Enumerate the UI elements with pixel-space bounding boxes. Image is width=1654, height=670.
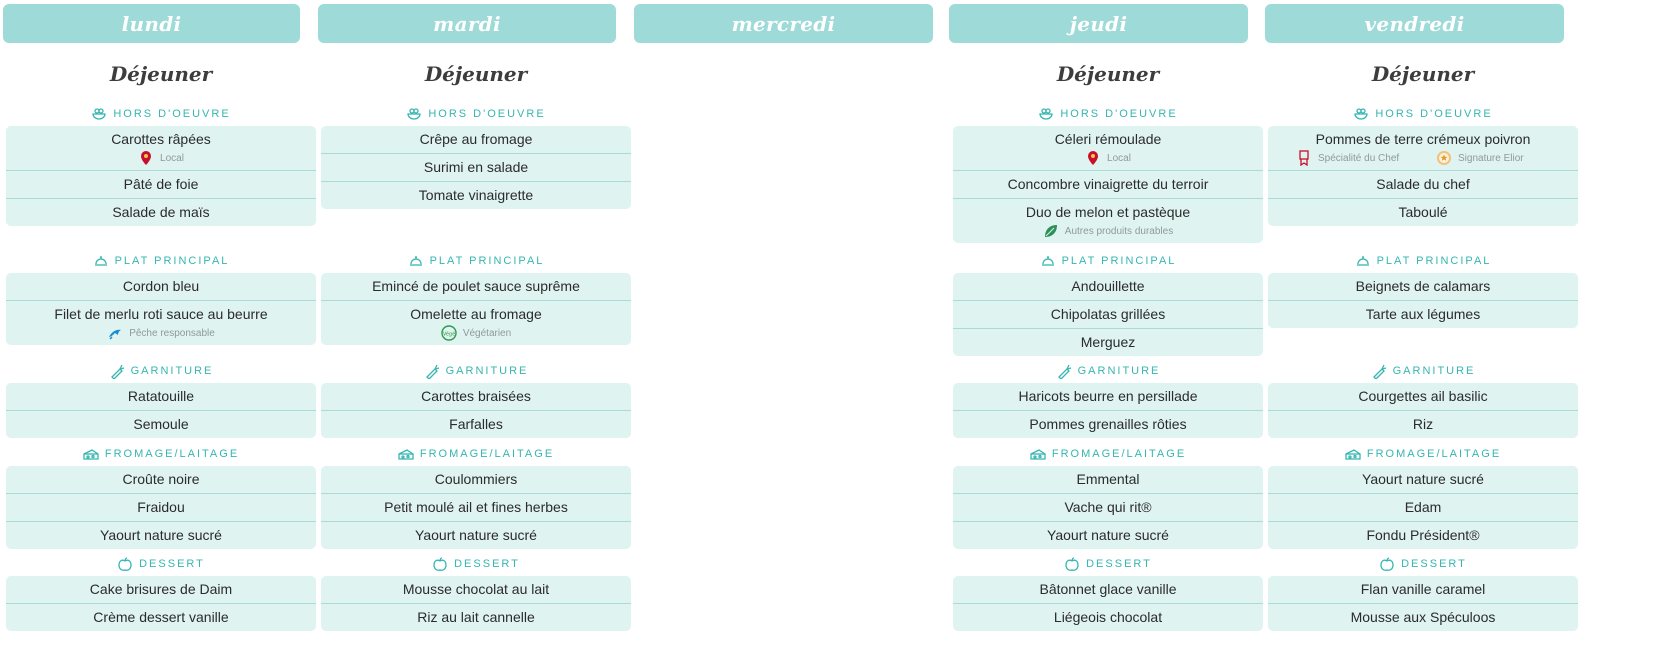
dish-item[interactable]: Farfalles (449, 416, 503, 432)
dish-list-plat (1268, 273, 1578, 328)
dish-item[interactable]: Pommes de terre crémeux poivron (1315, 131, 1531, 147)
dish-list-garniture (1268, 383, 1578, 438)
apple-icon (117, 556, 133, 572)
dish-item[interactable]: Fraidou (137, 499, 185, 515)
meal-title: Déjeuner (1056, 62, 1160, 86)
dish-item[interactable]: Pâté de foie (123, 176, 199, 192)
day-header-mercredi: mercredi (634, 4, 933, 43)
category-label: GARNITURE (1077, 365, 1161, 377)
row-divider (953, 410, 1263, 411)
category-hors-oeuvre (321, 105, 631, 123)
dish-item[interactable]: Crêpe au fromage (419, 131, 533, 147)
dish-list-dessert (953, 576, 1263, 631)
chef-ribbon-icon (1296, 150, 1312, 166)
dish-list-dessert (1268, 576, 1578, 631)
label-text: Pêche responsable (129, 327, 215, 339)
row-divider (6, 170, 316, 171)
leaf-icon (1043, 223, 1059, 239)
dish-item[interactable]: Omelette au fromage (410, 306, 542, 322)
dish-list-fromage (321, 466, 631, 549)
dish-list-plat (953, 273, 1263, 356)
salad-bowl-icon (1353, 106, 1369, 122)
dish-list-dessert (321, 576, 631, 631)
dish-item[interactable]: Tomate vinaigrette (418, 187, 534, 203)
row-divider (6, 300, 316, 301)
row-divider (6, 603, 316, 604)
dish-item[interactable]: Céleri rémoulade (1054, 131, 1162, 147)
dish-list-garniture (953, 383, 1263, 438)
category-label: HORS D'OEUVRE (1375, 108, 1493, 120)
category-dessert (953, 555, 1263, 573)
category-dessert (6, 555, 316, 573)
dish-list-plat (6, 273, 316, 345)
label-text: Local (160, 152, 184, 164)
dish-item[interactable]: Carottes râpées (111, 131, 211, 147)
label-text: Signature Elior (1458, 152, 1524, 164)
meal-title: Déjeuner (424, 62, 528, 86)
row-divider (1268, 410, 1578, 411)
dish-item[interactable]: Salade du chef (1376, 176, 1470, 192)
dish-item[interactable]: Yaourt nature sucré (100, 527, 222, 543)
row-divider (6, 493, 316, 494)
row-divider (953, 603, 1263, 604)
map-pin-icon (1085, 150, 1101, 166)
category-garniture (1268, 362, 1578, 380)
dish-item[interactable]: Surimi en salade (423, 159, 529, 175)
cloche-icon (1355, 253, 1371, 269)
row-divider (953, 300, 1263, 301)
label-chef (1296, 150, 1399, 166)
dish-item[interactable]: Taboulé (1398, 204, 1448, 220)
dish-item[interactable]: Concombre vinaigrette du terroir (1007, 176, 1209, 192)
category-fromage (321, 445, 631, 463)
dish-item[interactable]: Haricots beurre en persillade (1018, 388, 1198, 404)
dish-list-fromage (6, 466, 316, 549)
category-fromage (1268, 445, 1578, 463)
row-divider (321, 521, 631, 522)
category-label: PLAT PRINCIPAL (429, 255, 545, 267)
row-divider (953, 493, 1263, 494)
label-peche (6, 325, 316, 341)
dish-item[interactable]: Courgettes ail basilic (1358, 388, 1488, 404)
category-hors-oeuvre (953, 105, 1263, 123)
category-plat (6, 252, 316, 270)
dish-list-hors-oeuvre (1268, 126, 1578, 226)
category-label: HORS D'OEUVRE (428, 108, 546, 120)
dish-item[interactable]: Emmental (1076, 471, 1140, 487)
salad-bowl-icon (91, 106, 107, 122)
label-vegetarien (321, 325, 631, 341)
apple-icon (1379, 556, 1395, 572)
dish-item[interactable]: Cordon bleu (122, 278, 200, 294)
category-label: DESSERT (1086, 558, 1152, 570)
fish-icon (107, 325, 123, 341)
carrot-icon (109, 363, 125, 379)
dish-list-hors-oeuvre (321, 126, 631, 209)
dish-item[interactable]: Crème dessert vanille (93, 609, 229, 625)
carrot-icon (1371, 363, 1387, 379)
dish-item[interactable]: Fondu Président® (1366, 527, 1480, 543)
dish-list-plat (321, 273, 631, 345)
dish-item[interactable]: Ratatouille (127, 388, 195, 404)
apple-icon (1064, 556, 1080, 572)
salad-bowl-icon (1038, 106, 1054, 122)
label-local (6, 150, 316, 166)
row-divider (1268, 198, 1578, 199)
row-divider (1268, 521, 1578, 522)
category-label: FROMAGE/LAITAGE (1051, 448, 1187, 460)
row-divider (321, 410, 631, 411)
dish-item[interactable]: Pommes grenailles rôties (1029, 416, 1187, 432)
cloche-icon (408, 253, 424, 269)
dish-item[interactable]: Vache qui rit® (1064, 499, 1152, 515)
label-text: Spécialité du Chef (1318, 152, 1400, 164)
category-label: GARNITURE (445, 365, 529, 377)
cloche-icon (1040, 253, 1056, 269)
row-divider (6, 410, 316, 411)
dish-item[interactable]: Croûte noire (122, 471, 200, 487)
category-label: FROMAGE/LAITAGE (104, 448, 240, 460)
row-divider (1268, 603, 1578, 604)
label-local (953, 150, 1263, 166)
category-label: FROMAGE/LAITAGE (419, 448, 555, 460)
day-header-vendredi: vendredi (1265, 4, 1564, 43)
dish-item[interactable]: Cake brisures de Daim (89, 581, 233, 597)
dish-list-garniture (321, 383, 631, 438)
category-label: DESSERT (454, 558, 520, 570)
category-label: PLAT PRINCIPAL (114, 255, 230, 267)
dish-item[interactable]: Yaourt nature sucré (1362, 471, 1484, 487)
category-fromage (953, 445, 1263, 463)
cloche-icon (93, 253, 109, 269)
carrot-icon (1056, 363, 1072, 379)
row-divider (321, 181, 631, 182)
dish-item[interactable]: Riz au lait cannelle (417, 609, 535, 625)
dish-item[interactable]: Tarte aux légumes (1365, 306, 1481, 322)
dish-item[interactable]: Mousse aux Spéculoos (1350, 609, 1496, 625)
dish-list-fromage (1268, 466, 1578, 549)
row-divider (321, 493, 631, 494)
dish-item[interactable]: Yaourt nature sucré (415, 527, 537, 543)
cheese-icon (83, 446, 99, 462)
day-header-lundi: lundi (3, 4, 300, 43)
carrot-icon (424, 363, 440, 379)
label-text: Végétarien (462, 327, 512, 339)
category-dessert (1268, 555, 1578, 573)
label-text: Local (1107, 152, 1131, 164)
category-label: DESSERT (1401, 558, 1467, 570)
category-plat (953, 252, 1263, 270)
dish-item[interactable]: Semoule (133, 416, 189, 432)
category-label: DESSERT (139, 558, 205, 570)
dish-item[interactable]: Emincé de poulet sauce suprême (372, 278, 580, 294)
dish-item[interactable]: Coulommiers (434, 471, 518, 487)
cheese-icon (1345, 446, 1361, 462)
row-divider (6, 198, 316, 199)
svg-text:Végé: Végé (442, 331, 455, 338)
label-signature (1436, 150, 1524, 166)
row-divider (953, 521, 1263, 522)
apple-icon (432, 556, 448, 572)
row-divider (953, 198, 1263, 199)
dish-item[interactable]: Petit moulé ail et fines herbes (384, 499, 568, 515)
row-divider (321, 153, 631, 154)
cheese-icon (1030, 446, 1046, 462)
dish-item[interactable]: Salade de maïs (112, 204, 210, 220)
row-divider (6, 521, 316, 522)
category-label: PLAT PRINCIPAL (1061, 255, 1177, 267)
dish-item[interactable]: Bâtonnet glace vanille (1039, 581, 1177, 597)
row-divider (321, 300, 631, 301)
category-fromage (6, 445, 316, 463)
cheese-icon (398, 446, 414, 462)
dish-item[interactable]: Chipolatas grillées (1050, 306, 1166, 322)
category-hors-oeuvre (6, 105, 316, 123)
row-divider (953, 170, 1263, 171)
category-label: HORS D'OEUVRE (1060, 108, 1178, 120)
day-header-jeudi: jeudi (949, 4, 1248, 43)
dish-item[interactable]: Merguez (1080, 334, 1136, 350)
category-garniture (953, 362, 1263, 380)
category-garniture (321, 362, 631, 380)
dish-item[interactable]: Mousse chocolat au lait (402, 581, 550, 597)
day-header-mardi: mardi (318, 4, 616, 43)
category-label: GARNITURE (130, 365, 214, 377)
salad-bowl-icon (406, 106, 422, 122)
category-dessert (321, 555, 631, 573)
dish-item[interactable]: Duo de melon et pastèque (1025, 204, 1191, 220)
veggie-icon (441, 325, 457, 341)
dish-list-hors-oeuvre (953, 126, 1263, 243)
category-label: GARNITURE (1392, 365, 1476, 377)
dish-item[interactable]: Filet de merlu roti sauce au beurre (54, 306, 268, 322)
map-pin-icon (138, 150, 154, 166)
dish-list-dessert (6, 576, 316, 631)
label-durable (953, 223, 1263, 239)
row-divider (953, 328, 1263, 329)
dish-list-hors-oeuvre (6, 126, 316, 226)
row-divider (1268, 493, 1578, 494)
category-plat (1268, 252, 1578, 270)
dish-item[interactable]: Yaourt nature sucré (1047, 527, 1169, 543)
label-text: Autres produits durables (1064, 225, 1174, 237)
dish-item[interactable]: Edam (1404, 499, 1442, 515)
category-plat (321, 252, 631, 270)
dish-list-fromage (953, 466, 1263, 549)
category-label: PLAT PRINCIPAL (1376, 255, 1492, 267)
dish-item[interactable]: Carottes braisées (421, 388, 531, 404)
row-divider (1268, 170, 1578, 171)
dish-item[interactable]: Flan vanille caramel (1360, 581, 1486, 597)
dish-item[interactable]: Riz (1412, 416, 1434, 432)
row-divider (321, 603, 631, 604)
category-garniture (6, 362, 316, 380)
dish-item[interactable]: Beignets de calamars (1355, 278, 1491, 294)
dish-item[interactable]: Andouillette (1071, 278, 1145, 294)
dish-list-garniture (6, 383, 316, 438)
category-hors-oeuvre (1268, 105, 1578, 123)
category-label: FROMAGE/LAITAGE (1366, 448, 1502, 460)
meal-title: Déjeuner (1371, 62, 1475, 86)
dish-item[interactable]: Liégeois chocolat (1053, 609, 1163, 625)
row-divider (1268, 300, 1578, 301)
category-label: HORS D'OEUVRE (113, 108, 231, 120)
meal-title: Déjeuner (109, 62, 213, 86)
star-medal-icon (1436, 150, 1452, 166)
